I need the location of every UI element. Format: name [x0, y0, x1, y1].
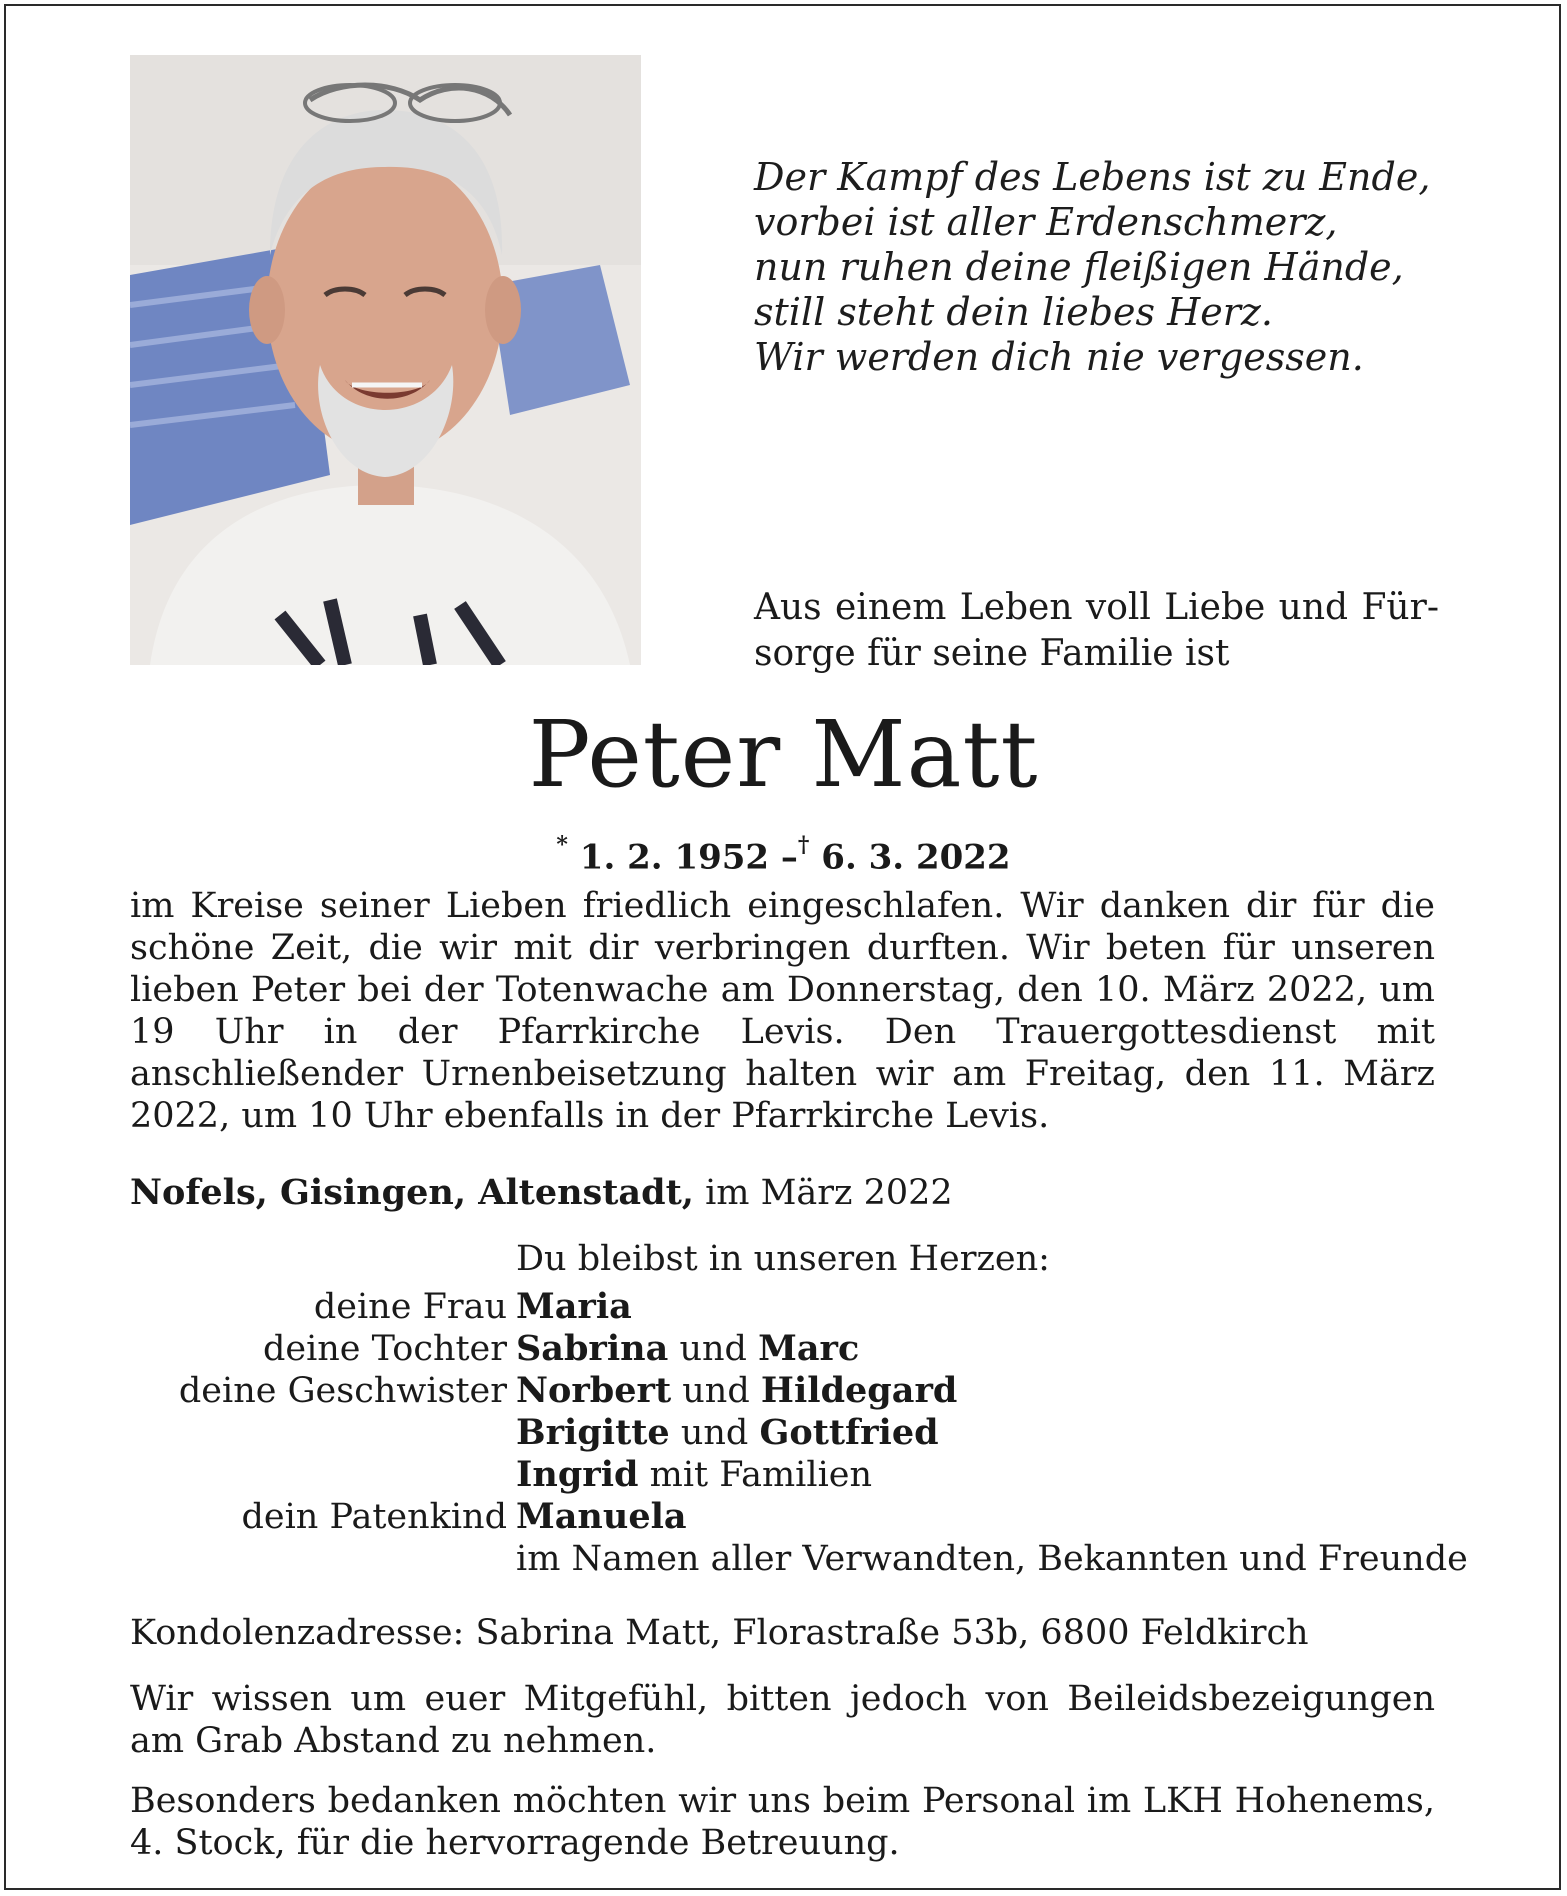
relation-label: deine Frau: [313, 1287, 507, 1327]
mourners-list: [0, 1286, 1567, 1580]
poem-line: Der Kampf des Lebens ist zu Ende,: [754, 155, 1431, 199]
mourner-names: Sabrina und Marc: [516, 1328, 860, 1369]
life-dates: [0, 826, 1567, 880]
mourner-names: Ingrid mit Familien: [516, 1454, 873, 1495]
place-date: [130, 1170, 1435, 1216]
mourner-names: Norbert und Hildegard: [516, 1370, 958, 1411]
birth-symbol: *: [556, 832, 568, 858]
condolence-notice: Wir wissen um euer Mitgefühl, bitten jedoch von Beileidsbezeigungen am Grab Abstand zu nehmen.: [130, 1679, 1435, 1761]
poem-line: still steht dein liebes Herz.: [754, 290, 1273, 334]
mourner-row: [0, 1538, 1567, 1580]
mourners-heading: Du bleibst in unseren Herzen:: [516, 1239, 1050, 1279]
mourner-row: [0, 1454, 1567, 1496]
death-date: 6. 3. 2022: [821, 837, 1011, 878]
poem-line: nun ruhen deine fleißigen Hände,: [754, 245, 1404, 289]
thanks-text: Besonders bedanken möchten wir uns beim Personal im LKH Hohenems, 4. Stock, für die hervorragende Betreuung.: [130, 1781, 1435, 1863]
place-month: im März 2022: [705, 1173, 953, 1213]
place-towns: Nofels, Gisingen, Altenstadt,: [130, 1172, 694, 1213]
mourner-row: [0, 1286, 1567, 1328]
mourner-names: Manuela: [516, 1496, 687, 1537]
deceased-name: Peter Matt: [528, 701, 1039, 808]
date-separator: –: [780, 837, 798, 878]
portrait-photo-icon: [130, 55, 641, 665]
mourner-row: [0, 1370, 1567, 1412]
mourner-names: Maria: [516, 1286, 632, 1327]
poem-line: Wir werden dich nie vergessen.: [754, 335, 1364, 379]
relation-label: deine Tochter: [262, 1329, 507, 1369]
announcement-text: im Kreise seiner Lieben friedlich eingeschlafen. Wir danken dir für die schöne Zeit, die wir mit dir verbringen durften. Wir beten für unseren lieben Peter bei der Totenwache am Donnerstag, den 10. März 2022, um 19 Uhr in der Pfarrkirche Levis. Den Trauergottesdienst mit anschließender Urnenbeisetzung halten wir am Freitag, den 11. März 2022, um 10 Uhr ebenfalls in der Pfarrkirche Levis.: [130, 886, 1435, 1136]
mourner-names: im Namen aller Verwandten, Bekannten und Freunde: [516, 1539, 1468, 1579]
death-symbol: †: [797, 832, 810, 858]
birth-date: 1. 2. 1952: [579, 837, 770, 878]
condolence-address: Kondolenzadresse: Sabrina Matt, Florastraße 53b, 6800 Feldkirch: [130, 1613, 1309, 1653]
mourner-names: Brigitte und Gottfried: [516, 1412, 939, 1453]
portrait-illustration: [130, 55, 641, 665]
relation-label: dein Patenkind: [241, 1497, 507, 1537]
intro-text: Aus einem Leben voll Liebe und Fürsorge für seine Familie ist: [754, 587, 1439, 674]
mourner-row: [0, 1412, 1567, 1454]
mourner-row: [0, 1328, 1567, 1370]
poem: [754, 155, 1474, 380]
relation-label: deine Geschwister: [178, 1371, 507, 1411]
mourner-row: [0, 1496, 1567, 1538]
poem-line: vorbei ist aller Erdenschmerz,: [754, 200, 1338, 244]
